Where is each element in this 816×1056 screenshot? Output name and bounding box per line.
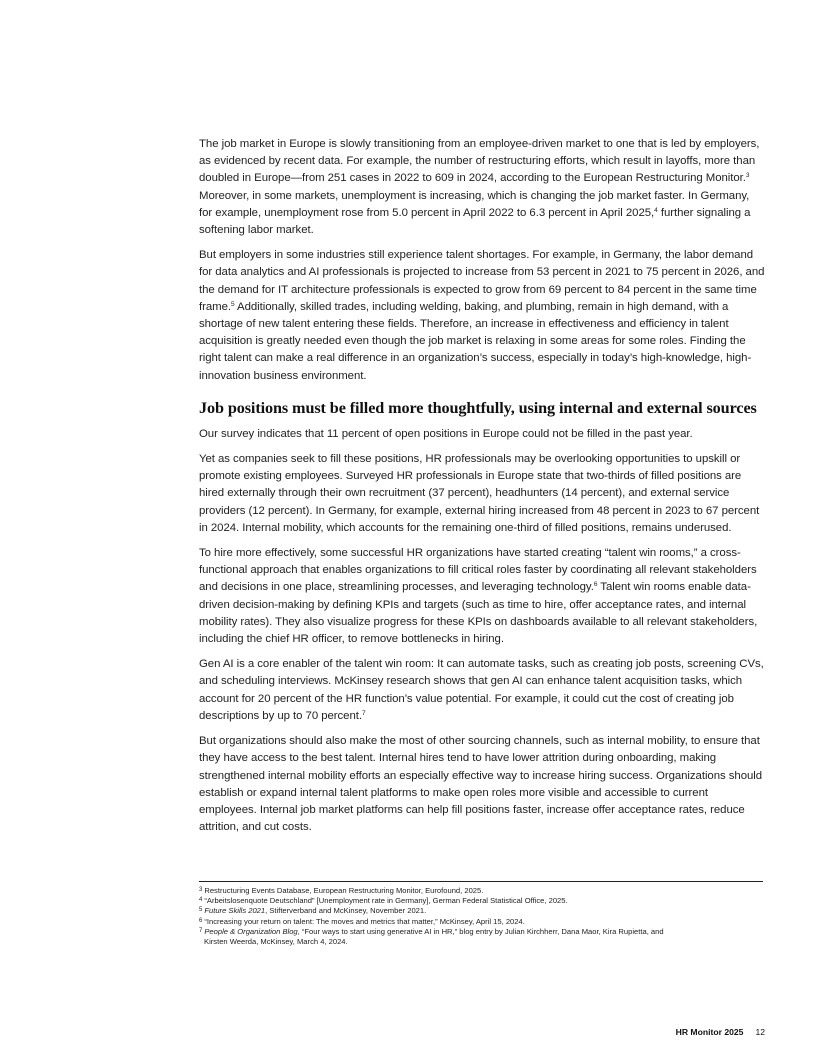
paragraph-talent-shortages: But employers in some industries still experience talent shortages. For example, in Germany, the labor demand for data analytics and AI professionals is projected to increase from 53 percent in 2021 to 75 percent in 2026, and the demand for IT architecture professionals is expected to grow from 69 percent to 84 percent in the same time frame.$^5$ Additionally, skilled trades, including welding, baking, and plumbing, remain in high demand, with a shortage of new talent entering these fields. Therefore, an increase in effectiveness and efficiency in talent acquisition is greatly needed even though the job market is relaxing in some areas for some roles. Finding the right talent can make a real difference in an organization’s success, especially in today’s high-knowledge, high-innovation business environment. [199, 249, 765, 382]
paragraph-external-hiring: Yet as companies seek to fill these positions, HR professionals may be overlooking opportunities to upskill or promote existing employees. Surveyed HR professionals in Europe state that two-thirds of filled positions are hired externally through their own recruitment (37 percent), headhunters (14 percent), and external service providers (12 percent). In Germany, for example, external hiring increased from 48 percent in 2023 to 67 percent in 2024. Internal mobility, which accounts for the remaining one-third of filled positions, remains underused. [199, 453, 760, 534]
footnotes [199, 886, 765, 947]
main-content [199, 136, 765, 844]
report-title: HR Monitor 2025 [675, 1027, 744, 1037]
footnote-6: $^6$ “Increasing your return on talent: The moves and metrics that matter,” McKinsey, April 15, 2024. [199, 916, 525, 926]
footnote-ref-4[interactable]: 4 [654, 206, 658, 214]
page-number: 12 [755, 1027, 765, 1037]
footnote-ref-5[interactable]: 5 [230, 300, 235, 308]
footnote-ref-7[interactable]: 7 [361, 709, 366, 717]
footnote-ref-6[interactable]: 6 [593, 581, 598, 589]
footnote-divider [199, 881, 763, 882]
footnote-3: $^3$ Restructuring Events Database, European Restructuring Monitor, Eurofound, 2025. [199, 886, 484, 895]
footnote-5: $^5$ Future Skills 2021, Stifterverband and McKinsey, November 2021. [199, 906, 427, 916]
paragraph-internal-mobility: But organizations should also make the most of other sourcing channels, such as internal mobility, to ensure that they have access to the best talent. Internal hires tend to have lower attrition during onboarding, making strengthened internal mobility efforts an especially effective way to increase hiring success. Organizations should establish or expand internal talent platforms to make open roles more visible and accessible to current employees. Internal job market platforms can help fill positions faster, increase offer acceptance rates, reduce attrition, and cut costs. [199, 735, 763, 834]
paragraph-survey: Our survey indicates that 11 percent of open positions in Europe could not be filled in the past year. [199, 427, 693, 440]
section-heading: Job positions must be filled more thoughtfully, using internal and external sources [199, 398, 757, 417]
page-footer [676, 1027, 765, 1037]
footnote-ref-3[interactable]: 3 [745, 172, 750, 180]
footnote-4: $^4$ “Arbeitslosenquote Deutschland” [Unemployment rate in Germany], German Federal Statistical Office, 2025. [199, 896, 568, 906]
footnote-7: $^7$ People & Organization Blog, “Four ways to start using generative AI in HR,” blog entry by Julian Kirchherr, Dana Maor, Kira Rupietta, and Kirsten Weerda, McKinsey, March 4, 2024. [199, 926, 664, 947]
paragraph-gen-ai: Gen AI is a core enabler of the talent win room: It can automate tasks, such as creating job posts, screening CVs, and scheduling interviews. McKinsey research shows that gen AI can enhance talent acquisition tasks, which account for 20 percent of the HR function’s value potential. For example, it could cut the cost of creating job descriptions by up to 70 percent.$^7$ [199, 658, 764, 722]
paragraph-job-market: The job market in Europe is slowly transitioning from an employee-driven market to one that is led by employers, as evidenced by recent data. For example, the number of restructuring efforts, which result in layoffs, more than doubled in Europe—from 251 cases in 2022 to 609 in 2024, according to the European Restructuring Monitor.$^3$ Moreover, in some markets, unemployment is increasing, which is changing the job market faster. In Germany, for example, unemployment rose from 5.0 percent in April 2022 to 6.3 percent in April 2025,$^4$ further signaling a softening labor market. [199, 138, 760, 237]
paragraph-talent-win-rooms: To hire more effectively, some successful HR organizations have started creating “talent win rooms,” a cross-functional approach that enables organizations to fill critical roles faster by coordinating all relevant stakeholders and decisions in one place, streamlining processes, and leveraging technology.$^6$ Talent win rooms enable data-driven decision-making by defining KPIs and targets (such as time to hire, offer acceptance rates, and internal mobility rates). They also visualize progress for these KPIs on dashboards available to all relevant stakeholders, including the chief HR officer, to remove bottlenecks in hiring. [199, 547, 758, 646]
